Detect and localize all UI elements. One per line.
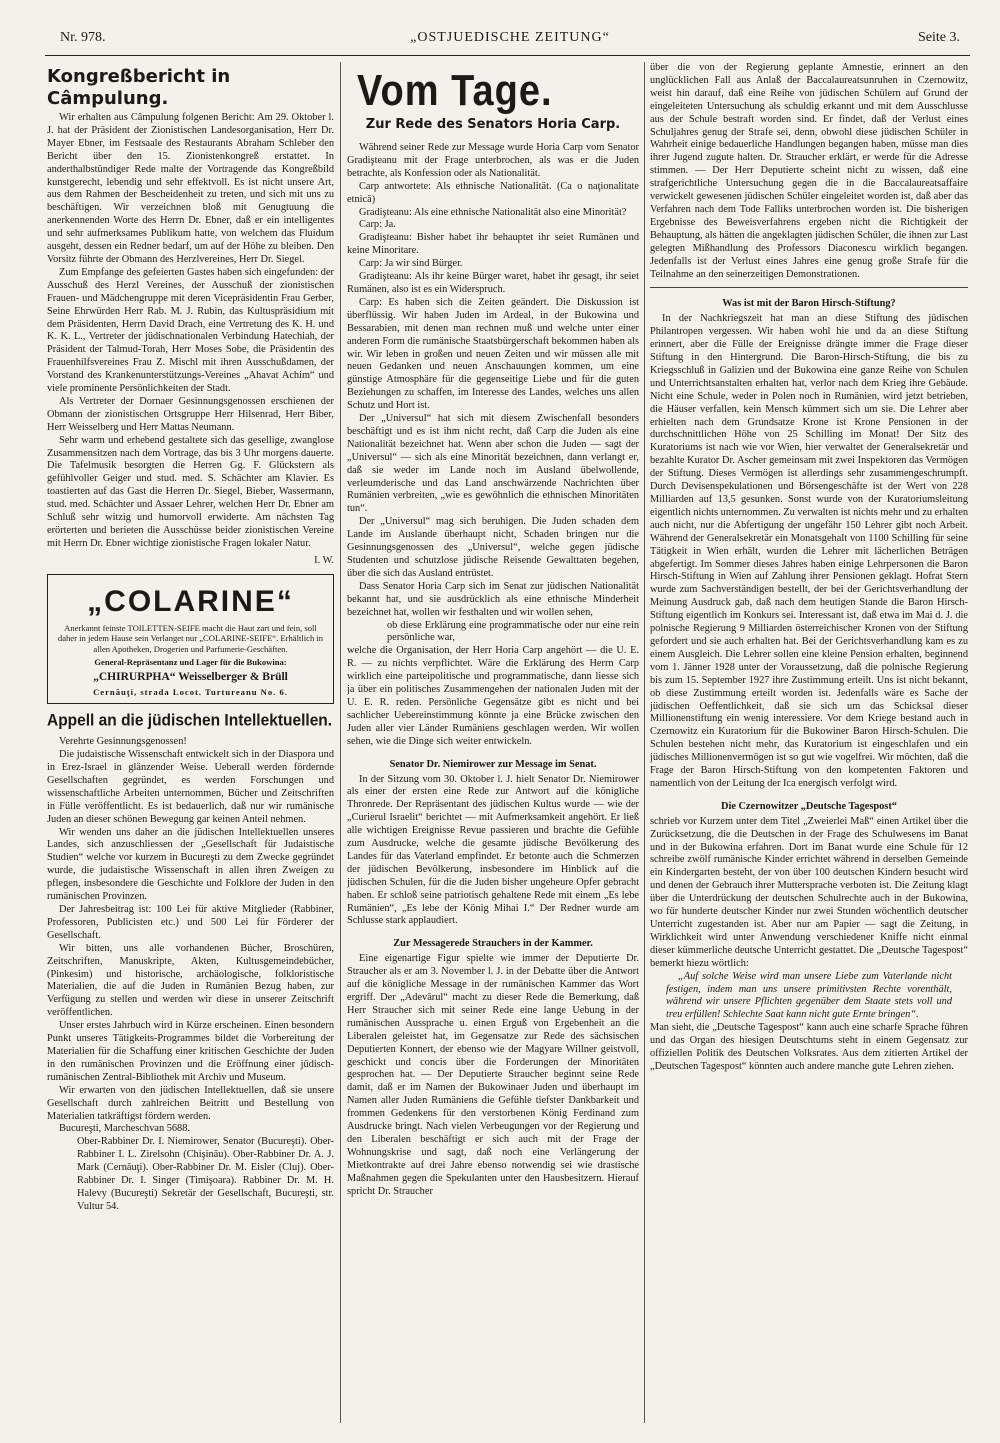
headline-carp: Zur Rede des Senators Horia Carp.	[365, 117, 621, 132]
newspaper-title: „OSTJUEDISCHE ZEITUNG“	[410, 30, 610, 45]
article-paragraph: Der „Universul“ hat sich mit diesem Zwischenfall besonders beschäftigt und es ist ihm nicht recht, daß Carp die Juden als eine Nationalität bezeichnet hat. Wenn aber schon die Juden — sagt der „Universul“ — sich als eine Minorität bezeichnen, dann verlangt er, daß sie weder im Lande noch im Ausland übelwollende, verleumderische und das Land anschwärzende Nachrichten über Rumänien verbreiten, „wie es gewöhnlich die ethnischen Minoritäten tun“.	[347, 413, 639, 515]
article-paragraph: Gradişteanu: Als eine ethnische Nationalität also eine Minorität?	[359, 206, 627, 218]
article-paragraph: Sehr warm und erhebend gestaltete sich das gesellige, zwanglose Zusammensitzen nach dem Vortrage, das bis 3 Uhr morgens dauerte. Die Tafelmusik besorgten die Herren Gg. F. Glückstern als gefühlvoller Geiger und stud. med. S. Schächter am Klavier. Es toastierten auf das Gast die Herren Dr. Siegel, Bieber, Wassermann, stud. med. Schächter und Assaer Lehrer, welchen Herr Dr. Ebner am Schluß sehr witzig und humorvoll erwiderte. Am nächsten Tag erörterten und berieten die Ausschüsse beider zionistischen Vereine mit Herrn Dr. Ebner wichtige zionistische Fragen lokaler Natur.	[47, 434, 334, 549]
headline-hirsch: Was ist mit der Baron Hirsch-Stiftung?	[722, 298, 896, 310]
article-paragraph: Wir wenden uns daher an die jüdischen Intellektuellen unseres Landes, sich anzuschliessen der „Gesellschaft für Judaistische Studien“ welche vor kurzem in Bucureşti zu dem Zwecke gegründet wurde, die judaistische Wissenschaft in allen ihren Zweigen zu pflegen, insbesondere die Geschichte und Folklore der Juden in den rumänischen Provinzen.	[47, 826, 334, 903]
article-paragraph: Der Jahresbeitrag ist: 100 Lei für aktive Mitglieder (Rabbiner, Professoren, Publicisten etc.) und 500 Lei für Förderer der Gesellschaft.	[47, 904, 334, 941]
article-paragraph: Unser erstes Jahrbuch wird in Kürze erscheinen. Einen besondern Punkt unseres Tätigkeits-Programmes bildet die Vorbereitung der Materialien für die Schaffung einer kritischen Geschichte der Juden in den rumänischen Provinzen und die Eröffnung einer jüdisch-rumänischen Zentral-Bibliothek mit Archiv und Museum.	[47, 1020, 334, 1083]
article-signers: Ober-Rabbiner Dr. I. Niemirower, Senator (Bucureşti). Ober-Rabbiner I. L. Zirelsohn (Chişinău). Ober-Rabbiner Dr. A. J. Mark (Cernăuţi). Ober-Rabbiner Dr. M. Eisler (Cluj). Ober-Rabbiner Dr. I. Singer (Timişoara). Rabbiner Dr. M. H. Halevy (Bucureşti) Sekretär der Gesellschaft, Bucureşti, str. Vultur 54.	[77, 1136, 334, 1212]
headline-appell: Appell an die jüdischen Intellektuellen.	[47, 711, 333, 731]
header-rule	[45, 55, 970, 56]
article-paragraph: Verehrte Gesinnungsgenossen!	[59, 736, 187, 748]
ad-address: Cernăuţi, strada Locot. Turtureanu No. 6.	[93, 686, 288, 697]
headline-vom-tage: Vom Tage.	[357, 66, 553, 116]
column-right	[650, 62, 968, 1428]
page-header	[60, 30, 960, 52]
headline-tagespost: Die Czernowitzer „Deutsche Tagespost“	[721, 800, 897, 812]
article-paragraph: über die von der Regierung geplante Amnestie, erinnert an den unglücklichen Fall aus Anlaß der Baccalaureatsunruhen in Czernowitz, weist hin darauf, daß eine Reihe von jüdischen Schülern auf Grund der eingeleiteten Untersuchung als schuldig erkannt und mit dem Ausschlusse aus der Schule bestraft worden sind. Er findet, daß der Verlust eines Schuljahres genug der Strafe sei, denn, obwohl diese jüdischen Schüler in Wahrheit einige bedauerliche Handlungen begangen haben, müsse man dies ihrer Jugend zugute halten. Dr. Straucher erklärt, er werde für die Adresse stimmen. — Der Herr Deputierte scheint nicht zu wissen, daß eine strafgerichtliche Untersuchung gegen die in die Baccalaureatsaffaire verwickelt gewesenen jüdischen Schüler eingeleitet worden ist, daß aber das Verfahren nach dem Tode Falliks unterbrochen worden ist. Die bisherigen Ergebnisse des Beweisverfahrens ergeben nicht die Richtigkeit der Behauptung, als hätten die angeklagten jüdischen Schüler, die ihnen zur Last gelegten Mißhandlung des Professors Diaconescu wirklich begangen. Jedenfalls ist der Verlust eines Jahres eine genug große Strafe für die Teilnahme an den seinerzeitigen Demonstrationen.	[650, 62, 968, 280]
article-paragraph: In der Sitzung vom 30. Oktober l. J. hielt Senator Dr. Niemirower als einer der ersten eine Rede zur Antwort auf die königliche Thronrede. Der Repräsentant des jüdischen Kultus wurde — wie der „Curierul Israelit“ berichtet — mit Aufmerksamkeit angehört. Er ließ alle wichtigen Ereignisse Revue passieren und brachte die Gefühle zum Ausdrucke, welche die gesamte jüdische Bevölkerung des Landes für das Vaterland empfindet. Er betonte auch die Schmerzen der jüdischen Bevölkerung, insbesondere im Hinblick auf die jüdischen Schulen, für die die Juden bisher ungeheure Opfer gebracht haben. Er schloß seine patriotisch gehaltene Rede mit einem „Es lebe Rumänien“, „Es lebe der König Mihai I.“ Der Redner wurde am Schlusse stark applaudiert.	[347, 773, 639, 927]
article-paragraph: Carp: Ja.	[359, 219, 396, 231]
article-paragraph: Die judaistische Wissenschaft entwickelt sich in der Diaspora und in Erez-Israel in glänzender Weise. Ueberall werden fördernde Gesellschaften gegründet, es werden Forschungen und wissenschaftliche Arbeiten unternommen, Bücher und Zeitschriften in Fülle veröffentlicht. Es ist bedauerlich, daß nur wir rumänische Juden an dieser schönen Bewegung gar keinen Anteil nehmen.	[47, 749, 334, 825]
ad-distributor: „CHIRURPHA“ Weisselberger & Brüll	[93, 670, 288, 683]
article-paragraph: Eine eigenartige Figur spielte wie immer der Deputierte Dr. Straucher als er am 3. November l. J. in der Debatte über die Antwort auf die königliche Message in der rumänischen Kammer das Wort ergriff. Der „Adevărul“ macht zu dieser Rede die Bemerkung, daß Herr Straucher sich mit seiner Rede eine lange Uebung in der rumänischen Aussprache u. einen Erguß von Ergebenheit an die Liberalen geleistet hat, im Gegensatze zur Rede des sächsischen Deputierten Konnert, der ebenso wie der Magyare Willner geistvoll, geschickt und concis über die Forderungen der Minoritäten gesprochen hat. — Der Deputierte Straucher beginnt seine Rede damit, daß er im Namen der Bukowinaer Juden und überhaupt im Namen aller Juden Rumäniens die Gefühle tiefster Dankbarkeit und frommen Gedenkens für den verstorbenen König Ferdinand zum Ausdrucke bringt. Nach vielen Verbeugungen vor der Regierung und den Liberalen beschäftigt er sich auch mit der Frage der Wohnungskrise und sagt, daß noch eine Verlängerung der Mietkontrakte auf drei Jahre ebenso notwendig sei wie drastische Maßnahmen gegen die Spekulanten unter den Hausbesitzern. Hierauf spricht Dr. Straucher	[347, 953, 639, 1197]
column-divider	[340, 62, 341, 1423]
article-paragraph: Wir erhalten aus Câmpulung folgenen Bericht: Am 29. Oktober l. J. hat der Präsident der Zionistischen Landesorganisation, Herr Dr. Mayer Ebner, im Festsaale des Restaurants Abraham Schleber den Bericht über den 15. Zionistenkongreß erstattet. In anderthalbstündiger Rede malte der Vortragende das Kongreßbild kunstgerecht, lebendig und sehr effektvoll. Es ist nicht unsere Art, aus dem Rahmen der Bescheidenheit zu treten, und sich mit uns zu beschäftigen. Wir verzeichnen bloß mit Genugtuung die anerkennenden Worte des Herrn Dr. Ebner, daß er ein intelligentes und sehr aufmerksames Publikum hatte, von welchem das Fluidum ausgeht, dessen ein Redner bedarf, um auf der Höhe zu bleiben. Den Vorsitz führte der Obmann des Herzlvereines, Herr Dr. Siegel.	[47, 112, 334, 265]
ad-text: Anerkannt feinste TOILETTEN-SEIFE macht die Haut zart und fein, soll daher in jedem Hause sein Verlanget nur „COLARINE-SEIFE“. Erhältlich in allen Apotheken, Drogerien und Parfumerie-Geschäften.	[57, 622, 324, 654]
article-paragraph: Wir bitten, uns alle vorhandenen Bücher, Broschüren, Zeitschriften, Manuskripte, Akten, Kultusgemeindebücher, (Pinkesim) und historische, archäologische, folkloristische Materialien, die auf die Juden in Rumänien Bezug haben, zur Verfügung zu stellen und werden wir diese in unserer Zeitschrift veröffentlichen.	[47, 942, 334, 1019]
article-paragraph: Der „Universul“ mag sich beruhigen. Die Juden schaden dem Lande im Auslande überhaupt nicht, Schaden bringen nur die Gesinnungsgenossen des „Universul“, welche gegen jüdische Studenten und schutzlose jüdische Reisende Gewalttaten begehen, über die sich das Ausland entrüstet.	[347, 516, 639, 579]
headline-niemirower: Senator Dr. Niemirower zur Message im Senat.	[389, 758, 597, 770]
author-signature: I. W.	[314, 554, 334, 566]
article-paragraph: Carp antwortete: Als ethnische Nationalität. (Ca o naţionalitate etnică)	[347, 180, 639, 205]
column-divider	[644, 62, 645, 1423]
article-paragraph: Während seiner Rede zur Message wurde Horia Carp vom Senator Gradişteanu mit der Frage unterbrochen, als was er die Juden betrachte, als Konfession oder als Nationalität.	[347, 142, 639, 179]
article-paragraph: In der Nachkriegszeit hat man an diese Stiftung des jüdischen Philantropen vergessen. Wir haben wohl hie und da an diese Stiftung erinnert, aber die Fülle der Ereignisse drängte immer die Frage dieser Stiftung in den Hintergrund. Die Baron-Hirsch-Stiftung, die bis zu Kriegsschluß in Galizien und der Bukowina eine ganze Reihe von Schulen und Unterrichtsanstalten erhalten hat, verlor nach dem Krieg ihre Gebäude. Nicht eine Schule, weder in Polen noch in Rumänien, wird jetzt betrieben, die Häuser verfallen, kein Mensch kümmert sich um sie. Die Lehrer aber erhielten nach dem Grundsatze Krone ist Krone Pensionen in der durchschnittlichen Höhe von 25 Schilling im Monat! Der Sitz des Kuratoriums ist nach wie vor Wien, hier verwaltet der Generalsekretär und bezahlte Kurator Dr. Ascher gemeinsam mit zwei Inspektoren das Vermögen der Stiftung. Dieses Vermögen ist allerdings sehr zusammengeschrumpft. Durch Devisenspekulationen und Börsengeschäfte ist der Wert von 228 Milliarden auf 13,5 gesunken. Sonst wurde von der Kuratoriumsleitung eigentlich nichts unternommen. Zu verwalten ist nichts mehr und zu erhalten auch nicht, nur die Abfertigung der ungefähr 150 Lehrer gibt noch Arbeit. Während der Generalsekretär ein Monatsgehalt von 1100 Schilling für seine Tätigkeit in Wien erhält, wurden die Lehrer mit lächerlichen Beträgen abgefertigt. Im Sommer dieses Jahres haben einige Lehrpersonen die Baron Hirsch-Stiftung in Wien auf Zahlung ihrer Pensionen geklagt. Hofrat Stern wurde zum Sachverständigen bestellt, der bei der Gerichtsverhandlung der Meinung Ausdruck gab, daß nach dem heutigen Stande die Baron Hirsch-Stiftung eigentlich im Konkurs sei. Interessant ist, daß etwa im Mai d. J. die polnische Regierung 9 Milliarden österreichischer Kronen von der Stiftung gefordert und sie auch erhalten hat. Bei der Gerichtsverhandlung kam es zu einem Ausgleich. Die Lehrer sollen eine kleine Pension erhalten, beginnend vom 1. Jänner 1928 unter der Voraussetzung, daß die polnische Regierung bis zum 15. September 1927 ihre Zustimmung erteilt. Uns ist nicht bekannt, ob diese Zustimmung erteilt worden ist. Jedenfalls wäre es Sache der jüdischen Oeffentlichkeit, daß sie sich um das Schicksal dieser Millionenstiftung ein wenig interessiere. Vor dem Kriege bestand auch in Czernowitz ein Kuratorium für die Bukowiner Baron Hirsch-Schulen. Die Schulen bestehen nicht mehr, das Kuratorium ist eingeschlafen und ein jüdisches Millionenvermögen ist so gut wie vogelfrei. Wir möchten, daß die Frage der Baron Hirsch-Stiftung von den kompetenten Faktoren und namentlich von der Leitung der Ica energisch verfolgt wird.	[650, 313, 968, 789]
article-paragraph: Gradişteanu: Als ihr keine Bürger waret, habet ihr gesagt, ihr seiet Rumänen, also ist es ein Widerspruch.	[347, 271, 639, 295]
article-quote: ob diese Erklärung eine programmatische oder nur eine rein persönliche war,	[387, 619, 639, 644]
article-paragraph: Dass Senator Horia Carp sich im Senat zur jüdischen Nationalität bekannt hat, und sie ausdrücklich als eine ethnische Minderheit bezeichnet hat, wollen wir festhalten und wir wollen sehen,	[347, 580, 639, 618]
article-paragraph: Gradişteanu: Bisher habet ihr behauptet ihr seiet Rumänen und keine Minoritare.	[347, 232, 639, 257]
article-paragraph: Carp: Es haben sich die Zeiten geändert. Die Diskussion ist überflüssig. Wir haben Juden im Ardeal, in der Bukowina und Bessarabien, mit denen man rechnen muß und welche unter einer anderen Form die rumänische Staatsbürgerschaft bekommen haben als wir. Wir leben in großen und neuen Zeiten und wir müssen alle mit neuen Gedanken und neuen Anschauungen kommen, um eine günstige Atmosphäre für die gegenseitige Liebe und für die guten Beziehungen zu schaffen, im Interesse des Landes, welches uns allen Schutz und Hort ist.	[347, 296, 639, 412]
column-middle	[347, 62, 639, 1428]
ad-brand: „COLARINE“	[87, 584, 294, 618]
headline-straucher: Zur Messagerede Strauchers in der Kammer.	[393, 938, 593, 950]
article-paragraph: Carp: Ja wir sind Bürger.	[359, 258, 463, 270]
article-paragraph: Man sieht, die „Deutsche Tagespost“ kann auch eine scharfe Sprache führen und das Organ des hiesigen Deutschtums steht in einem Gegensatz zur offiziellen Politik des Deutschen Volksrates. Aus dem zitierten Artikel der „Deutschen Tagespost“ könnten auch andere manche gute Lehren ziehen.	[650, 1022, 968, 1072]
headline-kongressbericht: Kongreßbericht in Câmpulung.	[47, 66, 231, 109]
article-paragraph: Wir erwarten von den jüdischen Intellektuellen, daß sie unsere Gesellschaft durch zahlreichen Beitritt und Bestellung von Materialien tatkräftigst fördern werden.	[47, 1084, 334, 1122]
article-dateline: Bucureşti, Marcheschvan 5688.	[59, 1123, 190, 1135]
article-paragraph: Zum Empfange des gefeierten Gastes haben sich eingefunden: der Ausschuß des Herzl Vereines, der Ausschuß der zionistischen Frauen- und Mädchengruppe mit deren Vicepräsidentin Frau Gerber, Seine Ehrwürden Herr Rab. M. J. Rubin, das Kultuspräsidium mit dem Präsidenten, Herrn David Drach, eine Vertretung des K. H. und K. K. L., Vertreter der jüdischnationalen Verbindung Hatechiah, der Präsident der Talmud-Torah, Herr Moses Sobe, die Präsidentin des Frauenhilfsvereines Frau Z. Mischl mit ihren Ausschußdamen, der Vorstand des Krankenunterstützungs-Vereines „Ahavat Achim“ und viele prominente Persönlichkeiten der Stadt.	[47, 266, 334, 395]
article-quote: „Auf solche Weise wird man unsere Liebe zum Vaterlande nicht festigen, indem man uns unsere primitivsten Rechte vorenthält, während wir unsere Pflichten gegenüber dem Staate stets voll und treu erfüllen! Schlechte Saat kann nicht gute Ernte bringen“.	[666, 970, 952, 1021]
issue-number: Nr. 978.	[60, 30, 106, 45]
article-paragraph: schrieb vor Kurzem unter dem Titel „Zweierlei Maß“ einen Artikel über die Zurücksetzung, die die Deutschen in der Frage des Schulwesens im Banat und in der Bukowina erfahren. Dort im Banat wurde eine Schule für 12 schreibe zwölf rumänische Kinder errichtet während in derselben Gemeinde ein Kindergarten besteht, der von über 100 deutschen Kindern besucht wird und denen der Gebrauch ihrer Muttersprache verboten ist. Die Zeitung klagt über die Unterdrückung der deutschen Schulrechte auch in der Bukowina, wo für hunderte deutscher Kinder nur zwei Stunden wöchentlich deutscher Unterricht zugestanden ist. Aber nur am Papier — sagt die Zeitung, in Wirklichkeit wird unter Anwendung verschiedener Kniffe nicht einmal dieser kümmerliche deutsche Unterricht gestattet. Die „Deutsche Tagespost“ bemerkt hiezu wörtlich:	[650, 815, 968, 969]
page-number: Seite 3.	[918, 30, 960, 45]
section-divider	[650, 287, 968, 288]
article-paragraph: Als Vertreter der Dornaer Gesinnungsgenossen erschienen der Obmann der zionistischen Ortsgruppe Herr Hilsenrad, Herr Biber, Herr Weisselberg und Herr Mattas Neumann.	[47, 395, 334, 433]
colarine-advertisement	[47, 574, 334, 705]
article-paragraph: welche die Organisation, der Herr Horia Carp angehört — die U. E. R. — zu nichts verpflichtet. Wäre die Erklärung des Herrn Carp wirklich eine parteipolitische und programmatische, dann liesse sich ja über ein politisches Zusammengehen der nationalen Juden mit der U. E. R. reden. Persönliche Gegensätze gibt es nicht und bei sachlicher Uebereinstimmung könnte ja eine Brücke zwischen den Juden aller vier Länder Rumäniens geschlagen werden. Wir wollen sehen, wie die Dinge sich weiter entwickeln.	[347, 645, 639, 747]
ad-text: General-Repräsentanz und Lager für die Bukowina:	[94, 657, 287, 668]
column-left	[47, 62, 334, 1428]
